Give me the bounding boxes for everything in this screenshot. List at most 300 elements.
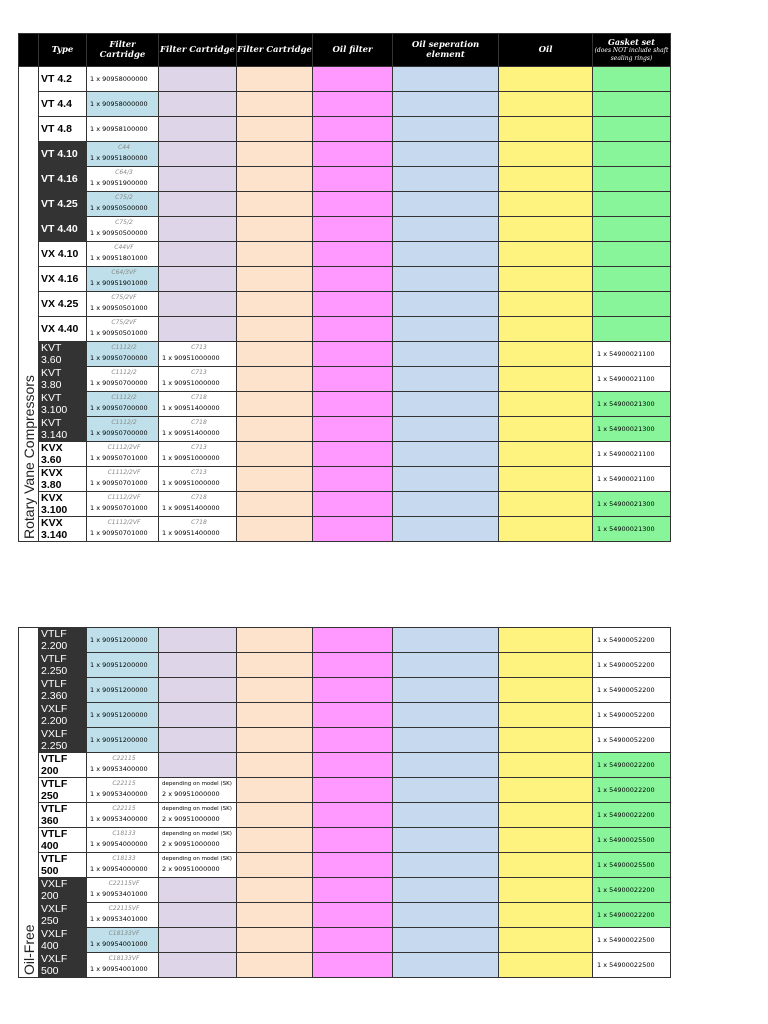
filter-part-number: 2 x 90951000000 — [162, 840, 220, 848]
type-line: VXLF — [41, 878, 68, 890]
filter-code: C22115 — [112, 805, 136, 812]
type-cell — [39, 853, 87, 878]
type-cell — [39, 217, 87, 242]
oil-separation-cell — [393, 217, 499, 242]
filter-cartridge-2-cell — [159, 903, 237, 928]
filter-cartridge-3-cell — [237, 778, 313, 803]
filter-cartridge-2-cell — [159, 142, 237, 167]
oil-cell — [499, 678, 593, 703]
filter-part-number: 1 x 90951200000 — [90, 736, 148, 744]
gasket-set-cell — [593, 317, 671, 342]
type-line: 200 — [41, 890, 59, 902]
table-row — [19, 92, 671, 117]
filter-code: C22115 — [112, 755, 136, 762]
type-line: 2.360 — [41, 690, 68, 702]
oil-separation-cell — [393, 492, 499, 517]
table-row — [19, 753, 671, 778]
oil-free-parts-table — [18, 627, 671, 978]
oil-separation-cell — [393, 117, 499, 142]
type-line: VT 4.25 — [41, 198, 78, 210]
type-line: VTLF — [41, 628, 67, 640]
filter-code: C718 — [191, 519, 207, 526]
type-line: 500 — [41, 865, 59, 877]
gasket-set-cell — [593, 467, 671, 492]
filter-cartridge-1-cell — [87, 703, 159, 728]
filter-part-number: 1 x 90953401000 — [90, 915, 148, 923]
filter-cartridge-2-cell — [159, 753, 237, 778]
oil-filter-cell — [313, 192, 393, 217]
filter-code: C1112/2VF — [107, 444, 141, 451]
oil-separation-cell — [393, 392, 499, 417]
filter-cartridge-1-cell — [87, 753, 159, 778]
type-cell — [39, 703, 87, 728]
type-line: VXLF — [41, 703, 68, 715]
oil-filter-cell — [313, 467, 393, 492]
filter-part-number: 1 x 90950701000 — [90, 479, 148, 487]
table-header-row — [19, 34, 671, 67]
oil-filter-cell — [313, 117, 393, 142]
table-row — [19, 778, 671, 803]
type-line: VX 4.25 — [41, 298, 79, 310]
table-row — [19, 653, 671, 678]
filter-part-number: 1 x 90950501000 — [90, 304, 148, 312]
oil-cell — [499, 778, 593, 803]
oil-filter-cell — [313, 92, 393, 117]
oil-cell — [499, 167, 593, 192]
gasket-set-cell — [593, 778, 671, 803]
filter-cartridge-1-cell — [87, 828, 159, 853]
oil-separation-cell — [393, 417, 499, 442]
filter-part-number: 1 x 90950701000 — [90, 454, 148, 462]
type-line: KVX — [41, 517, 63, 529]
table-row — [19, 242, 671, 267]
oil-cell — [499, 878, 593, 903]
gasket-part-number: 1 x 54900022200 — [597, 786, 655, 794]
oil-filter-cell — [313, 928, 393, 953]
filter-cartridge-2-cell — [159, 192, 237, 217]
table-row — [19, 142, 671, 167]
filter-cartridge-2-cell — [159, 167, 237, 192]
filter-cartridge-1-cell — [87, 653, 159, 678]
filter-part-number: 1 x 90954000000 — [90, 865, 148, 873]
header-gasket-set: Gasket set (does NOT include shaft sealing rings) — [593, 34, 671, 67]
filter-cartridge-1-cell — [87, 167, 159, 192]
oil-separation-cell — [393, 778, 499, 803]
oil-filter-cell — [313, 67, 393, 92]
table-row — [19, 828, 671, 853]
type-line: VTLF — [41, 828, 68, 840]
gasket-part-number: 1 x 54900022200 — [597, 761, 655, 769]
filter-cartridge-3-cell — [237, 628, 313, 653]
gasket-set-cell — [593, 828, 671, 853]
filter-part-number: 1 x 90950700000 — [90, 429, 148, 437]
type-cell — [39, 467, 87, 492]
type-line: 3.140 — [41, 529, 68, 541]
header-filter-cartridge-1: Filter Cartridge — [87, 34, 159, 67]
filter-cartridge-2-cell — [159, 703, 237, 728]
type-cell — [39, 192, 87, 217]
type-line: 3.140 — [41, 429, 68, 441]
oil-cell — [499, 828, 593, 853]
gasket-part-number: 1 x 54900021100 — [597, 375, 655, 383]
filter-part-number: 1 x 90951400000 — [162, 529, 220, 537]
filter-cartridge-3-cell — [237, 492, 313, 517]
gasket-part-number: 1 x 54900052200 — [597, 711, 655, 719]
filter-cartridge-2-cell — [159, 492, 237, 517]
gasket-part-number: 1 x 54900021300 — [597, 400, 655, 408]
type-cell — [39, 492, 87, 517]
filter-cartridge-1-cell — [87, 728, 159, 753]
filter-cartridge-1-cell — [87, 267, 159, 292]
table-row — [19, 853, 671, 878]
filter-part-number: 1 x 90951200000 — [90, 636, 148, 644]
gasket-part-number: 1 x 54900021300 — [597, 525, 655, 533]
filter-part-number: 1 x 90951200000 — [90, 661, 148, 669]
filter-cartridge-1-cell — [87, 242, 159, 267]
filter-code: C1112/2VF — [107, 494, 141, 501]
type-line: 2.200 — [41, 715, 68, 727]
oil-filter-cell — [313, 517, 393, 542]
oil-filter-cell — [313, 367, 393, 392]
oil-cell — [499, 803, 593, 828]
filter-cartridge-3-cell — [237, 292, 313, 317]
table-row — [19, 492, 671, 517]
type-cell — [39, 417, 87, 442]
filter-part-number: 1 x 90954001000 — [90, 940, 148, 948]
type-line: VT 4.4 — [41, 98, 72, 110]
filter-cartridge-2-cell — [159, 728, 237, 753]
filter-cartridge-1-cell — [87, 517, 159, 542]
oil-separation-cell — [393, 142, 499, 167]
gasket-set-cell — [593, 242, 671, 267]
filter-code: C1112/2 — [111, 369, 137, 376]
gasket-part-number: 1 x 54900021300 — [597, 500, 655, 508]
filter-cartridge-2-cell — [159, 653, 237, 678]
table-row — [19, 803, 671, 828]
oil-cell — [499, 953, 593, 978]
filter-cartridge-1-cell — [87, 903, 159, 928]
oil-cell — [499, 117, 593, 142]
filter-cartridge-3-cell — [237, 753, 313, 778]
oil-filter-cell — [313, 217, 393, 242]
filter-part-number: 1 x 90950700000 — [90, 404, 148, 412]
filter-cartridge-2-cell — [159, 392, 237, 417]
oil-separation-cell — [393, 242, 499, 267]
table-row — [19, 678, 671, 703]
table-row — [19, 192, 671, 217]
gasket-set-cell — [593, 853, 671, 878]
filter-cartridge-3-cell — [237, 703, 313, 728]
type-line: VXLF — [41, 903, 68, 915]
filter-cartridge-3-cell — [237, 803, 313, 828]
gasket-set-cell — [593, 878, 671, 903]
filter-cartridge-1-cell — [87, 117, 159, 142]
oil-separation-cell — [393, 928, 499, 953]
type-line: KVT — [41, 417, 62, 429]
gasket-set-cell — [593, 342, 671, 367]
filter-part-number: 1 x 90951900000 — [90, 179, 148, 187]
filter-part-number: 1 x 90951200000 — [90, 711, 148, 719]
type-cell — [39, 117, 87, 142]
type-line: 200 — [41, 765, 59, 777]
filter-cartridge-3-cell — [237, 142, 313, 167]
filter-cartridge-2-cell — [159, 67, 237, 92]
filter-cartridge-2-cell — [159, 267, 237, 292]
type-line: 2.250 — [41, 665, 68, 677]
filter-cartridge-3-cell — [237, 928, 313, 953]
filter-cartridge-3-cell — [237, 167, 313, 192]
filter-cartridge-1-cell — [87, 442, 159, 467]
filter-cartridge-3-cell — [237, 317, 313, 342]
filter-cartridge-3-cell — [237, 67, 313, 92]
filter-cartridge-3-cell — [237, 728, 313, 753]
oil-filter-cell — [313, 342, 393, 367]
type-line: VXLF — [41, 953, 68, 965]
oil-filter-cell — [313, 878, 393, 903]
filter-cartridge-2-cell — [159, 953, 237, 978]
filter-code: C718 — [191, 494, 207, 501]
table-row — [19, 442, 671, 467]
oil-separation-cell — [393, 703, 499, 728]
filter-cartridge-3-cell — [237, 467, 313, 492]
oil-cell — [499, 342, 593, 367]
table-row — [19, 703, 671, 728]
oil-cell — [499, 517, 593, 542]
filter-part-number: 2 x 90951000000 — [162, 865, 220, 873]
oil-filter-cell — [313, 292, 393, 317]
section-label: Oil-Free — [20, 924, 37, 975]
gasket-set-cell — [593, 442, 671, 467]
gasket-set-cell — [593, 142, 671, 167]
type-cell — [39, 367, 87, 392]
filter-part-number: 1 x 90958000000 — [90, 100, 148, 108]
oil-cell — [499, 292, 593, 317]
oil-filter-cell — [313, 803, 393, 828]
filter-cartridge-2-cell — [159, 217, 237, 242]
filter-cartridge-3-cell — [237, 953, 313, 978]
oil-filter-cell — [313, 753, 393, 778]
oil-cell — [499, 703, 593, 728]
filter-part-number: 1 x 90953400000 — [90, 815, 148, 823]
type-line: 500 — [41, 965, 59, 977]
filter-part-number: 2 x 90951000000 — [162, 790, 220, 798]
filter-part-number: 1 x 90950500000 — [90, 204, 148, 212]
filter-part-number: 1 x 90951000000 — [162, 454, 220, 462]
type-cell — [39, 342, 87, 367]
filter-code: C64/3 — [115, 169, 133, 176]
oil-filter-cell — [313, 903, 393, 928]
oil-separation-cell — [393, 167, 499, 192]
header-blank — [19, 34, 39, 67]
type-line: VTLF — [41, 653, 67, 665]
filter-cartridge-3-cell — [237, 517, 313, 542]
filter-part-number: 1 x 90951400000 — [162, 404, 220, 412]
oil-filter-cell — [313, 953, 393, 978]
type-cell — [39, 953, 87, 978]
filter-cartridge-3-cell — [237, 417, 313, 442]
type-cell — [39, 92, 87, 117]
oil-separation-cell — [393, 292, 499, 317]
gasket-set-cell — [593, 492, 671, 517]
filter-cartridge-2-cell — [159, 242, 237, 267]
gasket-part-number: 1 x 54900022200 — [597, 911, 655, 919]
type-line: 3.80 — [41, 379, 62, 391]
filter-cartridge-1-cell — [87, 953, 159, 978]
filter-cartridge-2-cell — [159, 317, 237, 342]
filter-cartridge-1-cell — [87, 492, 159, 517]
type-line: VT 4.8 — [41, 123, 72, 135]
filter-cartridge-2-cell — [159, 778, 237, 803]
filter-cartridge-3-cell — [237, 217, 313, 242]
gasket-part-number: 1 x 54900021100 — [597, 475, 655, 483]
table-row — [19, 903, 671, 928]
type-line: VX 4.40 — [41, 323, 79, 335]
oil-cell — [499, 417, 593, 442]
type-line: KVT — [41, 342, 62, 354]
section-label-cell — [19, 67, 39, 542]
type-line: 3.100 — [41, 504, 68, 516]
oil-filter-cell — [313, 442, 393, 467]
filter-code: C713 — [191, 344, 207, 351]
filter-cartridge-2-cell — [159, 117, 237, 142]
type-line: 3.60 — [41, 354, 62, 366]
gasket-part-number: 1 x 54900052200 — [597, 661, 655, 669]
oil-cell — [499, 728, 593, 753]
table-row — [19, 342, 671, 367]
filter-part-number: 1 x 90951800000 — [90, 154, 148, 162]
filter-cartridge-1-cell — [87, 878, 159, 903]
filter-code: C44VF — [114, 244, 134, 251]
gasket-set-cell — [593, 167, 671, 192]
filter-part-number: 1 x 90951901000 — [90, 279, 148, 287]
gasket-set-cell — [593, 392, 671, 417]
filter-code: C22115VF — [108, 905, 140, 912]
type-line: VTLF — [41, 678, 67, 690]
filter-cartridge-2-cell — [159, 803, 237, 828]
gasket-set-cell — [593, 267, 671, 292]
type-cell — [39, 903, 87, 928]
filter-cartridge-3-cell — [237, 242, 313, 267]
type-line: VT 4.16 — [41, 173, 78, 185]
filter-part-number: 1 x 90954000000 — [90, 840, 148, 848]
filter-cartridge-1-cell — [87, 67, 159, 92]
type-line: KVX — [41, 492, 63, 504]
filter-code: C713 — [191, 444, 207, 451]
oil-separation-cell — [393, 67, 499, 92]
gasket-set-cell — [593, 417, 671, 442]
oil-separation-cell — [393, 653, 499, 678]
filter-code: C713 — [191, 469, 207, 476]
oil-separation-cell — [393, 628, 499, 653]
filter-cartridge-1-cell — [87, 803, 159, 828]
oil-filter-cell — [313, 267, 393, 292]
oil-cell — [499, 928, 593, 953]
type-cell — [39, 442, 87, 467]
filter-part-number: 1 x 90951000000 — [162, 379, 220, 387]
oil-cell — [499, 753, 593, 778]
filter-cartridge-1-cell — [87, 853, 159, 878]
gasket-set-cell — [593, 217, 671, 242]
type-cell — [39, 392, 87, 417]
filter-cartridge-3-cell — [237, 342, 313, 367]
oil-filter-cell — [313, 853, 393, 878]
header-type: Type — [39, 34, 87, 67]
table-row — [19, 67, 671, 92]
oil-separation-cell — [393, 878, 499, 903]
oil-separation-cell — [393, 903, 499, 928]
type-line: VXLF — [41, 928, 68, 940]
header-filter-cartridge-3: Filter Cartridge — [237, 34, 313, 67]
filter-cartridge-1-cell — [87, 92, 159, 117]
filter-cartridge-1-cell — [87, 778, 159, 803]
type-cell — [39, 628, 87, 653]
filter-code: C75/2 — [115, 194, 133, 201]
filter-cartridge-1-cell — [87, 142, 159, 167]
filter-cartridge-3-cell — [237, 267, 313, 292]
oil-separation-cell — [393, 828, 499, 853]
filter-cartridge-2-cell — [159, 92, 237, 117]
oil-separation-cell — [393, 953, 499, 978]
filter-cartridge-3-cell — [237, 117, 313, 142]
type-line: 2.250 — [41, 740, 68, 752]
filter-cartridge-1-cell — [87, 467, 159, 492]
oil-separation-cell — [393, 367, 499, 392]
table-row — [19, 317, 671, 342]
oil-cell — [499, 903, 593, 928]
table-row — [19, 953, 671, 978]
table-row — [19, 117, 671, 142]
oil-filter-cell — [313, 392, 393, 417]
filter-cartridge-1-cell — [87, 192, 159, 217]
filter-part-number: 1 x 90954001000 — [90, 965, 148, 973]
gasket-set-cell — [593, 67, 671, 92]
type-cell — [39, 167, 87, 192]
filter-cartridge-2-cell — [159, 678, 237, 703]
type-line: KVX — [41, 442, 63, 454]
filter-code: C1112/2VF — [107, 519, 141, 526]
filter-part-number: 1 x 90951000000 — [162, 354, 220, 362]
gasket-set-cell — [593, 928, 671, 953]
filter-cartridge-1-cell — [87, 678, 159, 703]
filter-part-number: 1 x 90953400000 — [90, 790, 148, 798]
table-row — [19, 878, 671, 903]
oil-separation-cell — [393, 317, 499, 342]
type-line: VX 4.16 — [41, 273, 79, 285]
filter-code: C718 — [191, 394, 207, 401]
type-line: VTLF — [41, 753, 68, 765]
filter-part-number: 1 x 90951000000 — [162, 479, 220, 487]
oil-filter-cell — [313, 828, 393, 853]
filter-cartridge-3-cell — [237, 853, 313, 878]
gasket-part-number: 1 x 54900022500 — [597, 936, 655, 944]
filter-code: C75/2 — [115, 219, 133, 226]
oil-filter-cell — [313, 778, 393, 803]
filter-code: C713 — [191, 369, 207, 376]
filter-code: C18133VF — [108, 930, 140, 937]
filter-cartridge-1-cell — [87, 392, 159, 417]
gasket-set-cell — [593, 517, 671, 542]
header-oil-separation: Oil seperation element — [393, 34, 499, 67]
type-cell — [39, 878, 87, 903]
filter-cartridge-3-cell — [237, 392, 313, 417]
filter-cartridge-1-cell — [87, 317, 159, 342]
gasket-part-number: 1 x 54900021100 — [597, 450, 655, 458]
type-line: VX 4.10 — [41, 248, 79, 260]
filter-code: C18133VF — [108, 955, 140, 962]
filter-cartridge-3-cell — [237, 442, 313, 467]
oil-cell — [499, 628, 593, 653]
gasket-part-number: 1 x 54900025500 — [597, 861, 655, 869]
